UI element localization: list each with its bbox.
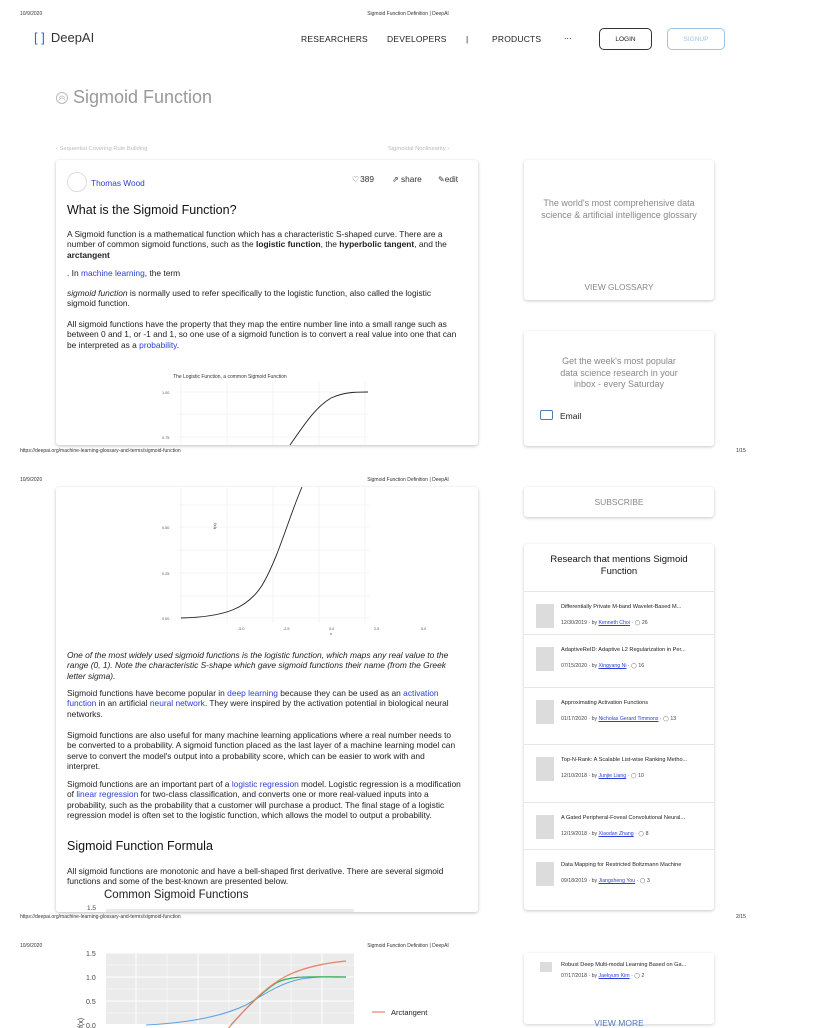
common-sigmoid-chart [56,951,476,1028]
signup-button[interactable]: SIGNUP [667,28,725,50]
common-chart-card [56,951,478,1028]
list-item[interactable] [524,849,714,907]
email-icon [540,410,553,420]
newsletter-text: Get the week's most popular data science research in your inbox - every Saturday [560,356,678,389]
glossary-card [524,160,714,300]
ytick-label: 0.50 [162,526,170,530]
xtick-label: 5.0 [421,627,427,631]
print-url: https://deepai.org/machine-learning-glossary-and-terms/sigmoid-function [20,914,181,920]
paper-thumbnail [536,604,554,628]
paragraph-logistic-regression: Sigmoid functions are an important part of a logistic regression model. Logistic regression is a modification of linear regression for two-class classification, and converts one or more real-valued inputs into a probability, such as the probability that a customer will purchase a product. The final stage of a logistic regression model is often set to the logistic function, which allows the model to output a probability. [67,779,461,820]
nav-researchers[interactable]: RESEARCHERS [301,34,368,44]
paper-title[interactable]: Robust Deep Multi-modal Learning Based on Ga... [561,962,687,968]
author-name[interactable]: Thomas Wood [91,178,145,188]
nav-developers[interactable]: DEVELOPERS [387,34,447,44]
probability-link[interactable]: probability [139,339,177,350]
author-link[interactable]: Jiangsheng You [598,878,636,884]
print-page-number: 2/15 [736,914,746,920]
comment-icon: ◯ [634,973,641,979]
glossary-text: The world's most comprehensive data science & artificial intelligence glossary [541,198,697,220]
comment-icon: ◯ [631,663,637,669]
ytick-label: 1.5 [86,951,96,958]
print-url: https://deepai.org/machine-learning-glossary-and-terms/sigmoid-function [20,448,181,454]
email-label: Email [560,411,582,421]
ytick-label: 1.00 [162,391,170,395]
nav-divider: | [466,34,469,44]
xtick-label: -5.0 [238,627,245,631]
paragraph-probability: Sigmoid functions are also useful for many machine learning applications where a real number needs to be converted to a probability. A sigmoid function placed as the last layer of a machine learning model can serve to convert the model's output into a probability score, which can be easier to work with and interpret. [67,730,456,771]
ytick-label: 0.25 [162,572,170,576]
comment-icon: ◯ [634,620,641,626]
print-date: 10/9/2020 [20,477,43,483]
comment-icon: ◯ [630,773,637,779]
paper-thumbnail [536,757,554,781]
author-link[interactable]: Nicholas Gerard Timmons [598,716,659,722]
ytick-label: 0.00 [162,617,170,621]
logo-text: DeepAI [50,30,95,45]
common-chart-title: Common Sigmoid Functions [104,889,249,901]
xtick-label: 0.0 [329,627,335,631]
page-title: Sigmoid Function [73,87,213,107]
more-menu-icon[interactable]: ... [564,31,572,41]
y-axis-label: f(x) [78,1017,85,1028]
chart-panel-top [106,909,354,912]
paragraph-range: All sigmoid functions have the property that they map the entire number line into a small range such as between 0 and 1, or -1 and 1, so one use of a sigmoid function is to convert a real value into one that can be interpreted as a probability. [67,319,457,350]
paper-thumbnail [536,647,554,671]
logistic-curve-lower [181,487,302,618]
ytick-label: 0.5 [86,999,96,1006]
subscribe-button[interactable]: SUBSCRIBE [594,497,644,507]
like-button[interactable] [352,174,374,184]
print-doc-title: Sigmoid Function Definition | DeepAI [367,943,449,949]
paper-title[interactable]: AdaptiveReID: Adaptive L2 Regularization in Per... [561,647,686,653]
linear-regression-link[interactable]: linear regression [76,789,139,800]
comment-icon: ◯ [638,831,645,837]
paper-meta: 07/15/2020 · by Xingyang Ni · ◯ 16 [561,663,645,669]
xtick-label: -2.5 [283,627,290,631]
paper-meta: 07/17/2018 · by Jaekyum Kim · ◯ 2 [561,973,645,979]
chart-caption: One of the most widely used sigmoid functions is the logistic function, which maps any real value to the range (0, 1). Note the characteristic S-shape which gave sigmoid functions their name (from the Greek letter sigma). [67,650,449,681]
paper-thumbnail [536,862,554,886]
view-more-button[interactable]: VIEW MORE [594,1018,644,1028]
share-icon: ⇗ [392,175,399,184]
paper-title[interactable]: Data Mapping for Restricted Boltzmann Machine [561,862,682,868]
comment-icon: ◯ [663,716,669,722]
legend-arctangent-label: Arctangent [391,1008,428,1017]
ytick-label: 0.0 [86,1023,96,1028]
x-axis-label: x [330,631,332,636]
brain-icon [55,91,69,105]
print-date: 10/9/2020 [20,943,43,949]
article-card-continued [56,487,478,912]
list-item[interactable] [524,687,714,745]
paper-title[interactable]: Differentially Private M-band Wavelet-Based M... [561,604,682,610]
login-button[interactable]: LOGIN [599,28,652,50]
print-page-number: 1/15 [736,448,746,454]
paper-title[interactable]: Approximating Activation Functions [561,700,649,706]
paragraph-formula: All sigmoid functions are monotonic and have a bell-shaped first derivative. There are several sigmoid functions and some of the best-known are presented below. [67,866,444,887]
logistic-regression-link[interactable]: logistic regression [231,779,299,789]
research-title: Research that mentions Sigmoid Function [550,554,688,577]
paragraph-deep-learning: Sigmoid functions have become popular in deep learning because they can be used as an activation function in an artificial neural network. They were inspired by the activation potential in biological neural networks. [67,688,449,719]
author-link[interactable]: Kenneth Choi [598,620,630,626]
edit-button[interactable] [438,174,458,184]
author-avatar [67,172,87,192]
print-doc-title: Sigmoid Function Definition | DeepAI [367,477,449,483]
print-doc-title: Sigmoid Function Definition | DeepAI [367,11,449,17]
paper-meta: 12/19/2018 · by Xiaodan Zhang · ◯ 8 [561,831,649,837]
logistic-chart-title: The Logistic Function, a common Sigmoid Function [173,374,287,380]
formula-heading: Sigmoid Function Formula [67,839,213,853]
y-axis-label: f(x) [212,523,217,529]
author-link[interactable]: Jaekyum Kim [598,973,630,979]
research-card [524,544,714,910]
activation-function-link[interactable]: activation function [67,688,439,709]
list-item[interactable] [524,634,714,692]
paper-meta: 12/10/2018 · by Junjie Liang · ◯ 10 [561,773,644,779]
paragraph-intro: A Sigmoid function is a mathematical function which has a characteristic S-shaped curve. There are a number of common sigmoid functions, such as the logistic function, the hyperbolic tangent, and the arctangent [67,229,447,260]
view-glossary-button[interactable]: VIEW GLOSSARY [584,282,654,292]
author-link[interactable]: Xiaodan Zhang [598,831,634,837]
print-date: 10/9/2020 [20,11,43,17]
heart-icon: ♡ [352,174,360,184]
paragraph-term: sigmoid function is normally used to refer specifically to the logistic function, also called the logistic sigmoid function. [67,288,432,309]
list-item[interactable] [524,744,714,802]
paper-thumbnail [540,962,552,972]
research-card-continued [524,953,714,1028]
ytick-label: 0.75 [162,436,170,440]
xtick-label: 2.5 [374,627,380,631]
paper-meta: 12/30/2019 · by Kenneth Choi · ◯ 26 [561,620,648,626]
ytick-label: 1.5 [87,905,97,912]
deep-learning-link[interactable]: deep learning [227,688,278,698]
prev-term-link[interactable]: ‹ Sequential Covering Rule Building [56,146,148,152]
author-link[interactable]: Junjie Liang [598,773,627,779]
paper-meta: 01/17/2020 · by Nicholas Gerard Timmons · ◯ 13 [561,716,677,722]
like-count: 389 [360,174,375,184]
top-navigation [0,28,768,52]
article-heading: What is the Sigmoid Function? [67,203,237,217]
newsletter-card [524,331,714,446]
logo-bracket-icon: [ ] [34,30,45,45]
pencil-icon: ✎ [438,175,445,184]
paper-thumbnail [536,815,554,839]
nav-products[interactable]: PRODUCTS [492,34,542,44]
paper-title[interactable]: Top-N-Rank: A Scalable List-wise Ranking Metho... [561,757,688,763]
edit-label: edit [444,174,459,184]
neural-network-link[interactable]: neural network [149,698,205,709]
list-item[interactable] [524,952,714,1010]
paper-title[interactable]: A Gated Peripheral-Foveal Convolutional Neural... [561,815,686,821]
machine-learning-link[interactable]: machine learning [80,268,145,278]
paper-thumbnail [536,700,554,724]
paragraph-ml: . In machine learning, the term [67,268,181,278]
ytick-label: 1.0 [86,975,96,982]
logistic-chart-top [156,382,376,445]
deepai-logo[interactable] [34,30,94,45]
author-link[interactable]: Xingyang Ni [598,663,627,669]
share-button[interactable] [392,174,422,184]
comment-icon: ◯ [639,878,646,884]
subscribe-card [524,487,714,517]
paper-meta: 09/18/2019 · by Jiangsheng You · ◯ 3 [561,878,650,884]
article-card [56,160,478,445]
logistic-chart-bottom [154,487,427,637]
share-label: share [401,174,422,184]
next-term-link[interactable]: Sigmoidal Nonlinearity › [388,146,450,152]
